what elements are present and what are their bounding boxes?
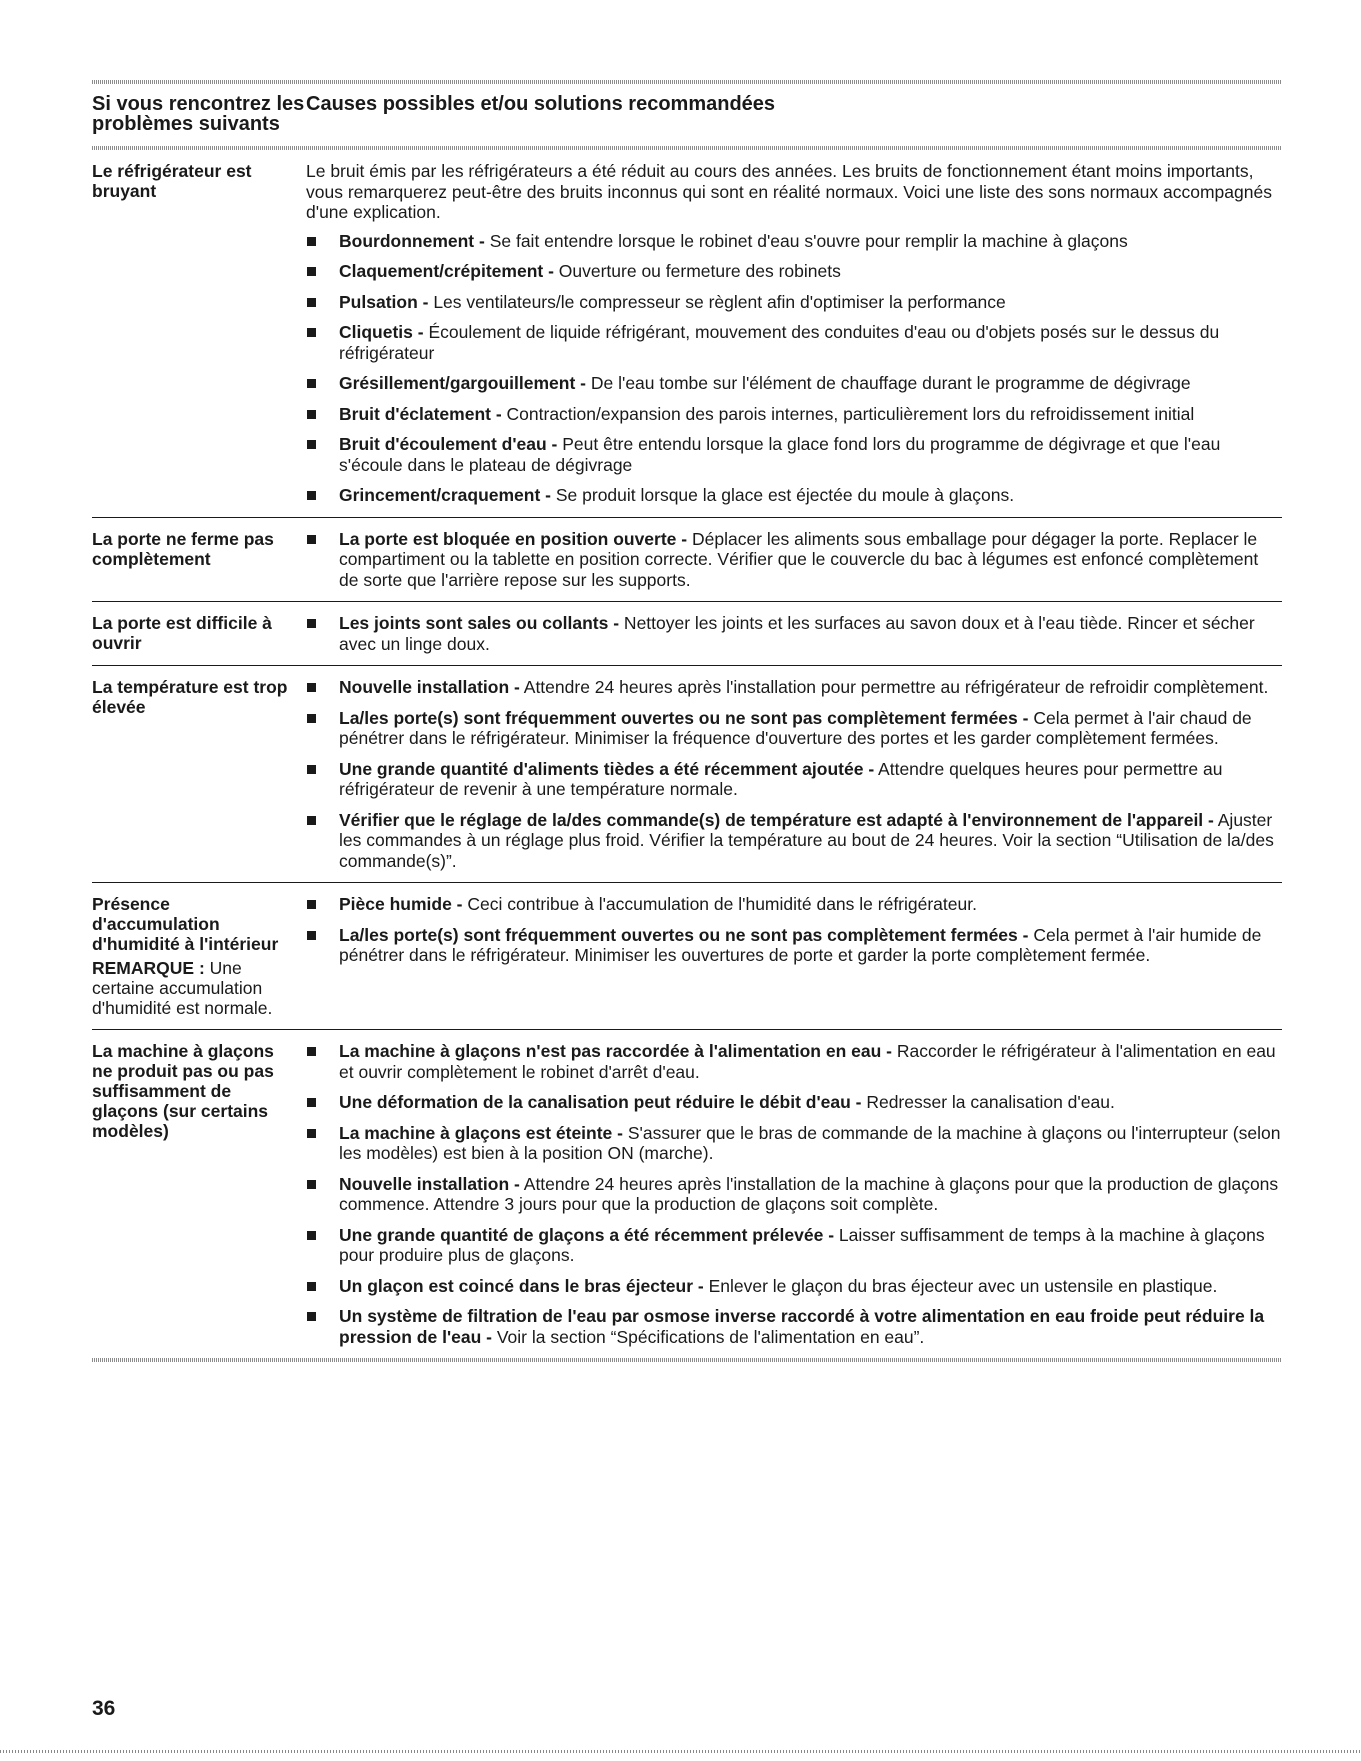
list-item: Une grande quantité d'aliments tièdes a été récemment ajoutée - Attendre quelques heures pour permettre au réfrigérateur de revenir à une température normale. bbox=[306, 759, 1282, 800]
list-item: La/les porte(s) sont fréquemment ouvertes ou ne sont pas complètement fermées - Cela permet à l'air chaud de pénétrer dans le réfrigérateur. Minimiser la fréquence d'ouverture des portes et les garder complètement fermées. bbox=[306, 708, 1282, 749]
solution-list bbox=[306, 894, 1282, 966]
list-item: Cliquetis - Écoulement de liquide réfrigérant, mouvement des conduites d'eau ou d'objets posés sur le dessus du réfrigérateur bbox=[306, 322, 1282, 363]
solution-list bbox=[306, 1041, 1282, 1347]
list-item: Bruit d'éclatement - Contraction/expansion des parois internes, particulièrement lors du refroidissement initial bbox=[306, 404, 1282, 425]
table-row bbox=[92, 883, 1282, 1029]
list-item: Un glaçon est coincé dans le bras éjecteur - Enlever le glaçon du bras éjecteur avec un ustensile en plastique. bbox=[306, 1276, 1282, 1297]
solution-list bbox=[306, 613, 1282, 654]
solution-list bbox=[306, 529, 1282, 591]
solutions-cell bbox=[306, 894, 1282, 1018]
table-row bbox=[92, 150, 1282, 517]
bullet-icon bbox=[307, 619, 316, 628]
bullet-icon bbox=[307, 491, 316, 500]
note-text: Une certaine accumulation d'humidité est normale. bbox=[92, 958, 273, 1018]
bullet-icon bbox=[307, 379, 316, 388]
intro-text: Le bruit émis par les réfrigérateurs a été réduit au cours des années. Les bruits de fonctionnement étant moins importants, vous remarquerez peut-être des bruits inconnus qui sont en réalité normaux. Voici une liste des sons normaux accompagnés d'une explication. bbox=[306, 161, 1272, 222]
problem-cell bbox=[92, 894, 306, 1018]
solution-list bbox=[306, 677, 1282, 871]
list-item: Pulsation - Les ventilateurs/le compresseur se règlent afin d'optimiser la performance bbox=[306, 292, 1282, 313]
list-item: La porte est bloquée en position ouverte - Déplacer les aliments sous emballage pour dégager la porte. Replacer le compartiment ou la tablette en position correcte. Vérifier que le couvercle du bac à légumes est enfoncé complètement de sorte que l'arrière repose sur les supports. bbox=[306, 529, 1282, 591]
problem-label: Présence d'accumulation d'humidité à l'intérieur bbox=[92, 894, 279, 954]
note bbox=[92, 958, 298, 1018]
problem-label: La machine à glaçons ne produit pas ou pas suffisamment de glaçons (sur certains modèles) bbox=[92, 1041, 274, 1141]
bottom-table-rule bbox=[92, 1358, 1282, 1362]
solutions-cell bbox=[306, 529, 1282, 591]
bullet-icon bbox=[307, 440, 316, 449]
list-item: Grincement/craquement - Se produit lorsque la glace est éjectée du moule à glaçons. bbox=[306, 485, 1282, 506]
solutions-cell bbox=[306, 613, 1282, 654]
table-row bbox=[92, 602, 1282, 665]
list-item: Une déformation de la canalisation peut réduire le débit d'eau - Redresser la canalisation d'eau. bbox=[306, 1092, 1282, 1113]
bullet-icon bbox=[307, 237, 316, 246]
table-row bbox=[92, 1030, 1282, 1358]
bullet-icon bbox=[307, 1098, 316, 1107]
bullet-icon bbox=[307, 816, 316, 825]
problem-label: La porte est difficile à ouvrir bbox=[92, 613, 272, 653]
list-item: La machine à glaçons est éteinte - S'assurer que le bras de commande de la machine à glaçons ou l'interrupteur (selon les modèles) est bien à la position ON (marche). bbox=[306, 1123, 1282, 1164]
bullet-icon bbox=[307, 714, 316, 723]
bullet-icon bbox=[307, 1180, 316, 1189]
solutions-cell bbox=[306, 161, 1282, 506]
list-item: Vérifier que le réglage de la/des commande(s) de température est adapté à l'environnement de l'appareil - Ajuster les commandes à un réglage plus froid. Vérifier la température au bout de 24 heures. Voir la section “Utilisation de la/des commande(s)”. bbox=[306, 810, 1282, 872]
bullet-icon bbox=[307, 765, 316, 774]
bullet-icon bbox=[307, 1282, 316, 1291]
bullet-icon bbox=[307, 328, 316, 337]
list-item: Nouvelle installation - Attendre 24 heures après l'installation de la machine à glaçons pour que la production de glaçons commence. Attendre 3 jours pour que la production de glaçons soit complète. bbox=[306, 1174, 1282, 1215]
list-item: Bourdonnement - Se fait entendre lorsque le robinet d'eau s'ouvre pour remplir la machine à glaçons bbox=[306, 231, 1282, 252]
bullet-icon bbox=[307, 1129, 316, 1138]
bullet-icon bbox=[307, 1231, 316, 1240]
bullet-icon bbox=[307, 683, 316, 692]
table-row bbox=[92, 666, 1282, 882]
list-item: La/les porte(s) sont fréquemment ouvertes ou ne sont pas complètement fermées - Cela permet à l'air humide de pénétrer dans le réfrigérateur. Minimiser les ouvertures de porte et garder la porte complètement fermée. bbox=[306, 925, 1282, 966]
solutions-cell bbox=[306, 677, 1282, 871]
list-item: Pièce humide - Ceci contribue à l'accumulation de l'humidité dans le réfrigérateur. bbox=[306, 894, 1282, 915]
list-item: Grésillement/gargouillement - De l'eau tombe sur l'élément de chauffage durant le programme de dégivrage bbox=[306, 373, 1282, 394]
bullet-icon bbox=[307, 931, 316, 940]
bullet-icon bbox=[307, 1047, 316, 1056]
bullet-icon bbox=[307, 535, 316, 544]
top-rule bbox=[92, 80, 1282, 84]
bullet-icon bbox=[307, 1312, 316, 1321]
table-row bbox=[92, 518, 1282, 602]
solution-list bbox=[306, 231, 1282, 506]
list-item: Nouvelle installation - Attendre 24 heures après l'installation pour permettre au réfrigérateur de refroidir complètement. bbox=[306, 677, 1282, 698]
bullet-icon bbox=[307, 267, 316, 276]
bullet-icon bbox=[307, 900, 316, 909]
list-item: La machine à glaçons n'est pas raccordée à l'alimentation en eau - Raccorder le réfrigérateur à l'alimentation en eau et ouvrir complètement le robinet d'arrêt d'eau. bbox=[306, 1041, 1282, 1082]
list-item: Les joints sont sales ou collants - Nettoyer les joints et les surfaces au savon doux et à l'eau tiède. Rincer et sécher avec un linge doux. bbox=[306, 613, 1282, 654]
list-item: Une grande quantité de glaçons a été récemment prélevée - Laisser suffisamment de temps à la machine à glaçons pour produire plus de glaçons. bbox=[306, 1225, 1282, 1266]
header-problems: Si vous rencontrez les problèmes suivants bbox=[92, 93, 305, 135]
bullet-icon bbox=[307, 410, 316, 419]
bullet-icon bbox=[307, 298, 316, 307]
note-label: REMARQUE : bbox=[92, 958, 205, 978]
solutions-cell bbox=[306, 1041, 1282, 1347]
problem-label: La température est trop élevée bbox=[92, 677, 288, 717]
table-header bbox=[92, 84, 1282, 146]
problem-label: La porte ne ferme pas complètement bbox=[92, 528, 274, 569]
list-item: Bruit d'écoulement d'eau - Peut être entendu lorsque la glace fond lors du programme de dégivrage et que l'eau s'écoule dans le plateau de dégivrage bbox=[306, 434, 1282, 475]
header-rule bbox=[92, 146, 1282, 150]
list-item: Claquement/crépitement - Ouverture ou fermeture des robinets bbox=[306, 261, 1282, 282]
page-bottom-rule bbox=[0, 1750, 1361, 1753]
list-item: Un système de filtration de l'eau par osmose inverse raccordé à votre alimentation en eau froide peut réduire la pression de l'eau - Voir la section “Spécifications de l'alimentation en eau”. bbox=[306, 1306, 1282, 1347]
troubleshooting-table bbox=[92, 80, 1282, 1362]
page-number: 36 bbox=[92, 1697, 116, 1720]
header-solutions: Causes possibles et/ou solutions recommandées bbox=[306, 93, 776, 115]
problem-label: Le réfrigérateur est bruyant bbox=[92, 161, 252, 201]
